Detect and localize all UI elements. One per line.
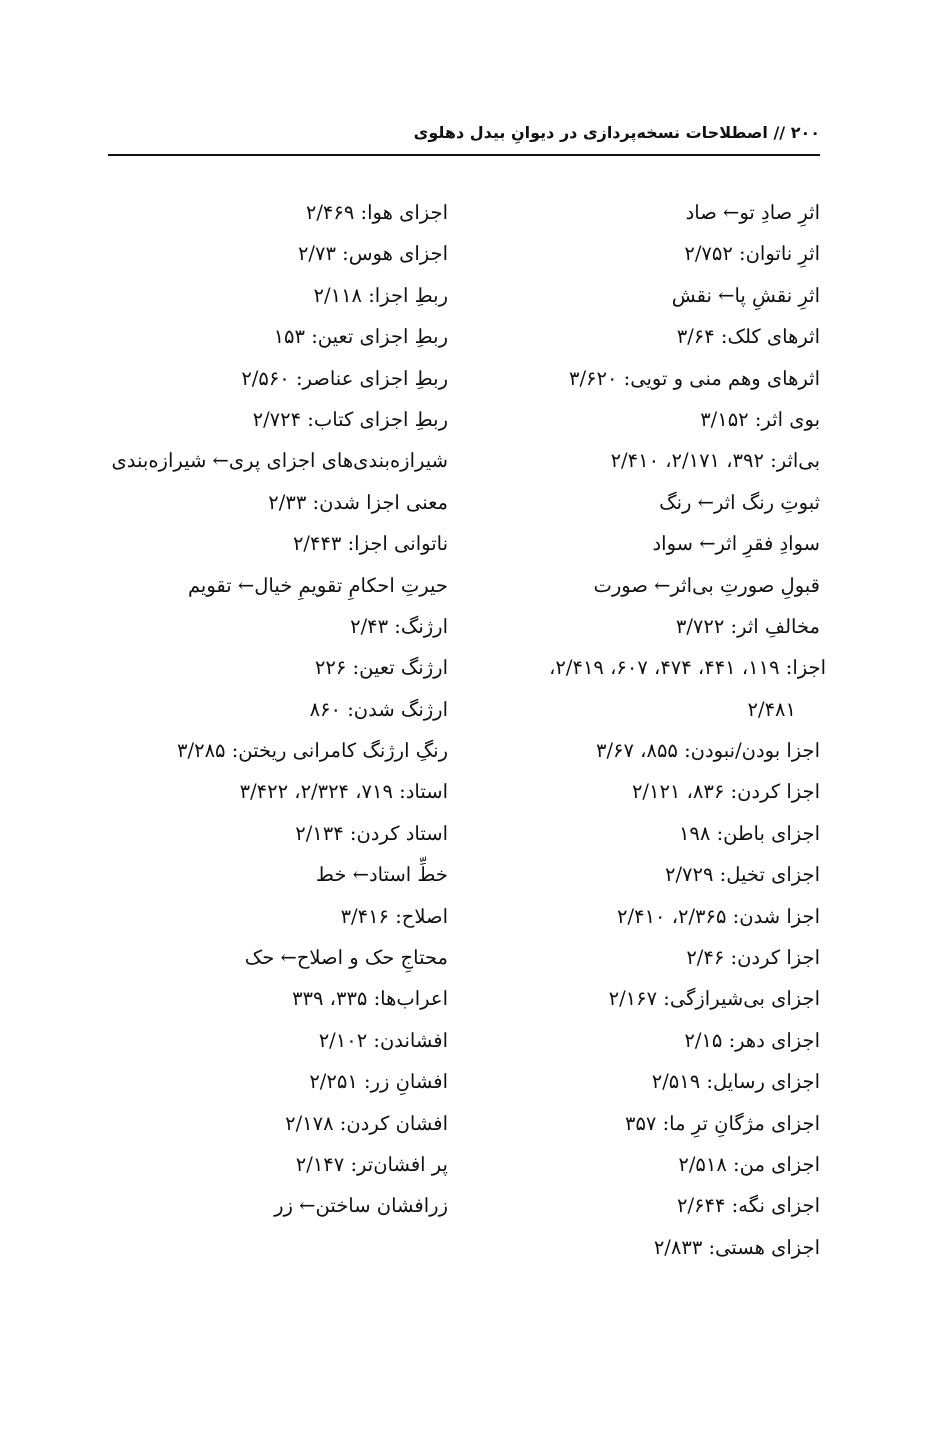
- index-entry-continuation: ۲/۴۸۱: [747, 697, 796, 721]
- index-entry: اجزای دهر: ۲/۱۵: [684, 1028, 820, 1052]
- index-entry: افشان کردن: ۲/۱۷۸: [285, 1111, 448, 1135]
- header-rule: [108, 154, 820, 156]
- index-entry: افشاندن: ۲/۱۰۲: [318, 1028, 448, 1052]
- index-entry: اجزای بی‌شیرازگی: ۲/۱۶۷: [608, 987, 820, 1011]
- index-entry: زرافشان ساختن← زر: [274, 1194, 448, 1218]
- index-entry: اجزا بودن/نبودن: ۸۵۵، ۳/۶۷: [595, 739, 820, 763]
- index-entry: پر افشان‌تر: ۲/۱۴۷: [295, 1152, 448, 1176]
- index-entry: شیرازه‌بندی‌های اجزای پری← شیرازه‌بندی: [111, 449, 448, 473]
- index-entry: قبولِ صورتِ بی‌اثر← صورت: [593, 573, 820, 597]
- index-entry: محتاجِ حک و اصلاح← حک: [244, 946, 448, 970]
- index-entry: استاد: ۷۱۹، ۲/۳۲۴، ۳/۴۲۲: [239, 780, 448, 804]
- index-entry: اجزای هستی: ۲/۸۳۳: [653, 1235, 820, 1259]
- running-header: ۲۰۰ // اصطلاحات نسخه‌پردازی در دیوانِ بیدل دهلوی: [413, 123, 820, 142]
- index-entry: ربطِ اجزا: ۲/۱۱۸: [313, 283, 448, 307]
- index-entry: بوی اثر: ۳/۱۵۲: [700, 407, 820, 431]
- index-entry: اجزای من: ۲/۵۱۸: [678, 1152, 820, 1176]
- index-entry: اثرهای وهم منی و تویی: ۳/۶۲۰: [569, 366, 820, 390]
- index-entry: اجزای هوا: ۲/۴۶۹: [305, 201, 448, 224]
- index-entry: اجزا کردن: ۲/۴۶: [686, 946, 820, 970]
- index-entry: ناتوانی اجزا: ۲/۴۴۳: [292, 532, 448, 556]
- index-entry: ربطِ اجزای عناصر: ۲/۵۶۰: [241, 366, 448, 390]
- index-entry: ارژنگ: ۲/۴۳: [350, 614, 448, 638]
- index-entry: اجزای نگه: ۲/۶۴۴: [677, 1194, 820, 1218]
- index-entry: استاد کردن: ۲/۱۳۴: [295, 821, 448, 845]
- index-entry: اجزا کردن: ۸۳۶، ۲/۱۲۱: [631, 780, 820, 804]
- index-entry: اعراب‌ها: ۳۳۵، ۳۳۹: [292, 987, 448, 1011]
- index-entry: اجزای مژگانِ ترِ ما: ۳۵۷: [624, 1111, 820, 1135]
- index-entry: سوادِ فقرِ اثر← سواد: [652, 532, 820, 556]
- index-entry: اثرِ نقشِ پا← نقش: [671, 283, 820, 307]
- index-entry: معنی اجزا شدن: ۲/۳۳: [268, 490, 448, 514]
- index-entry: خطِّ استاد← خط: [315, 863, 448, 887]
- index-entry: ربطِ اجزای تعین: ۱۵۳: [273, 325, 448, 349]
- index-entry: افشانِ زر: ۲/۲۵۱: [309, 1070, 448, 1094]
- index-entry: اثرهای کلک: ۳/۶۴: [676, 325, 820, 349]
- index-column-left: [88, 192, 448, 1227]
- index-entry: بی‌اثر: ۳۹۲، ۲/۱۷۱، ۲/۴۱۰: [610, 449, 820, 473]
- index-entry: ارژنگ شدن: ۸۶۰: [309, 697, 448, 721]
- index-entry: ارژنگ تعین: ۲۲۶: [314, 656, 448, 680]
- index-entry: اجزای تخیل: ۲/۷۲۹: [664, 863, 820, 887]
- index-entry: اصلاح: ۳/۴۱۶: [340, 904, 448, 928]
- index-entry: ربطِ اجزای کتاب: ۲/۷۲۴: [252, 407, 448, 431]
- index-entry: اجزا شدن: ۲/۳۶۵، ۲/۴۱۰: [617, 904, 820, 928]
- index-entry: اجزای باطن: ۱۹۸: [678, 821, 820, 845]
- index-entry: اجزای هوس: ۲/۷۳: [297, 242, 448, 266]
- index-entry: رنگِ ارژنگ کامرانی ریختن: ۳/۲۸۵: [177, 739, 448, 763]
- index-entry: اجزای رسایل: ۲/۵۱۹: [651, 1070, 820, 1094]
- index-entry: اجزا: ۱۱۹، ۴۴۱، ۴۷۴، ۶۰۷، ۲/۴۱۹،: [549, 656, 826, 680]
- index-entry: مخالفِ اثر: ۳/۷۲۲: [675, 614, 820, 638]
- index-entry: ثبوتِ رنگ اثر← رنگ: [659, 490, 820, 514]
- index-column-right: [490, 192, 826, 1268]
- index-entry: حیرتِ احکامِ تقویمِ خیال← تقویم: [187, 573, 448, 597]
- index-entry: اثرِ ناتوان: ۲/۷۵۲: [684, 242, 820, 266]
- index-entry: اثرِ صادِ تو← صاد: [685, 201, 820, 224]
